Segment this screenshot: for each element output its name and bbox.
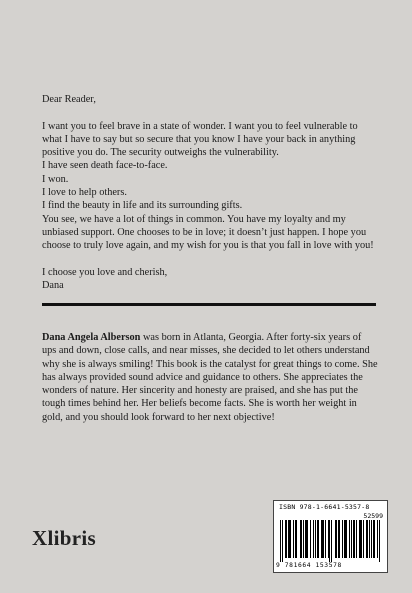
barcode-bar [300,520,301,558]
letter-spacer [42,106,378,119]
barcode-bar [290,520,291,558]
barcode-bar [310,520,311,558]
barcode-bar [344,520,345,558]
barcode-bar [318,520,319,558]
barcode-bar [282,520,283,562]
letter-line: I love to help others. [42,187,127,199]
barcode-bar [351,520,352,558]
barcode-bar [325,520,326,558]
letter-paragraph: I want you to feel brave in a state of wonder. I want you to feel vulnerable to what I have to say but so secure that you know I have your back in anything positive you do. The security outweighs the vulnerability. [42,120,358,159]
author-bio [42,331,378,424]
divider-rule [42,303,376,306]
barcode-bars [280,520,381,562]
barcode-bar [323,520,324,558]
barcode-bar [360,520,361,558]
barcode-bar [356,520,357,558]
barcode-bar [373,520,374,558]
barcode-bar [296,520,297,558]
letter-line: I have seen death face-to-face. [42,160,168,172]
ean-digits: 9 781664 153578 [276,562,342,569]
barcode-bar [339,520,340,558]
barcode-bar [377,520,378,558]
barcode-bar [338,520,339,558]
price-code: 52599 [363,512,383,520]
barcode-bar [322,520,323,558]
isbn-text: ISBN 978-1-6641-5357-8 [279,503,370,511]
barcode-bar [313,520,314,558]
barcode-bar [345,520,346,558]
barcode-bar [361,520,362,558]
barcode-bar [303,520,304,558]
barcode-bar [280,520,281,562]
barcode-bar [354,520,355,558]
barcode-bar [293,520,294,558]
barcode-bar [288,520,289,558]
barcode-bar [315,520,316,558]
barcode-bar [306,520,307,558]
barcode-bar [367,520,368,558]
barcode-bar [336,520,337,558]
barcode-bar [305,520,306,558]
isbn-barcode [273,500,388,573]
barcode-bar [369,520,370,558]
barcode-bar [346,520,347,558]
barcode-bar [285,520,286,558]
barcode-bar [371,520,372,558]
barcode-bar [335,520,336,558]
barcode-bar [349,520,350,558]
barcode-bar [286,520,287,558]
barcode-bar [363,520,364,558]
letter-salutation: Dear Reader, [42,94,96,105]
letter-paragraph-2: You see, we have a lot of things in common. You have my loyalty and my unbiased support. One chooses to be in love; it doesn’t just happen. I hope you choose to truly love again, and my wish for you is that you fall in love with you! [42,213,374,252]
barcode-bar [329,520,330,562]
letter-spacer [42,253,378,266]
barcode-bar [321,520,322,558]
author-bio-text: was born in Atlanta, Georgia. After forty-six years of ups and down, close calls, and near misses, she decided to let others understand why she is always smiling! This book is the catalyst for great things to come. She has always provided sound advice and guidance to others. She appreciates the wonders of nature. Her sincerity and honesty are praised, and she has put the tough times behind her. Her beliefs become facts. She is worth her weight in gold, and you should look forward to her next objective! [42,332,378,423]
barcode-bar [353,520,354,558]
barcode-bar [342,520,343,558]
barcode-bar [295,520,296,558]
barcode-bar [331,520,332,562]
publisher-logo: Xlibris [32,526,96,550]
barcode-bar [366,520,367,558]
barcode-bar [317,520,318,558]
letter-line: I find the beauty in life and its surrounding gifts. [42,200,243,212]
letter-line: I won. [42,173,69,185]
letter-closing: I choose you love and cherish, [42,266,168,278]
letter-signature: Dana [42,280,64,292]
author-name: Dana Angela Alberson [42,332,141,343]
barcode-bar [301,520,302,558]
barcode-bar [328,520,329,558]
barcode-bar [359,520,360,558]
reader-letter [42,93,378,292]
barcode-bar [379,520,380,562]
barcode-bar [374,520,375,558]
barcode-bar [307,520,308,558]
barcode-bar [289,520,290,558]
